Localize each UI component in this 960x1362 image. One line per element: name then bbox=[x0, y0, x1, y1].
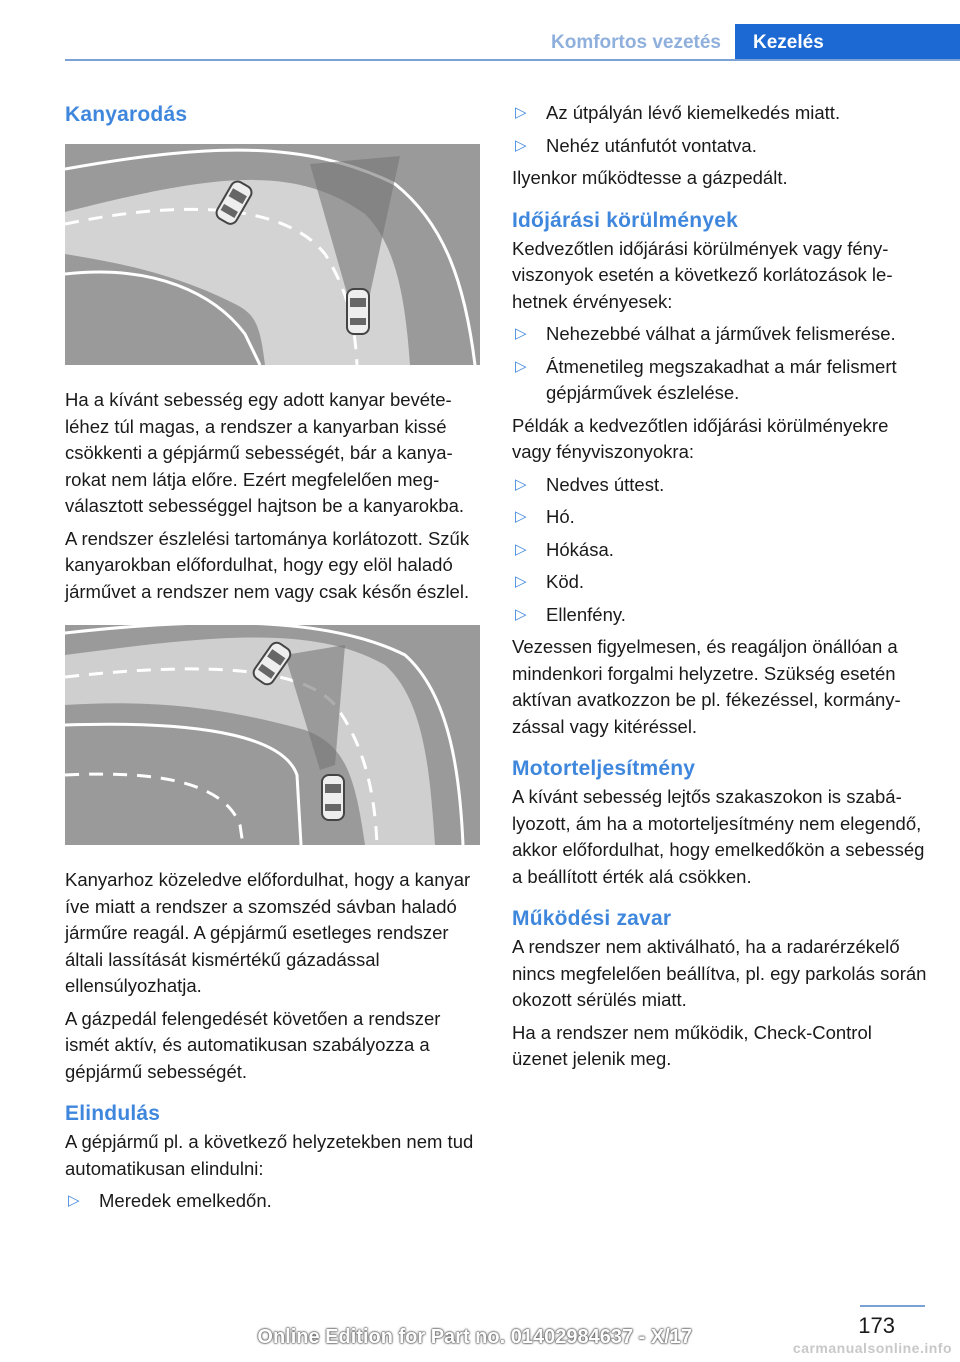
car-lower-icon bbox=[347, 289, 369, 334]
triangle-bullet-icon: ▷ bbox=[515, 136, 527, 154]
heading-mukodesi-zavar: Működési zavar bbox=[512, 907, 672, 930]
list-item: ▷ Meredek emelkedőn. bbox=[65, 1188, 480, 1215]
paragraph-2: A rendszer észlelési tartománya korlátozott. Szűk kanyarokban előfordulhat, hogy egy elöl haladó járművet a rendszer nem vagy csak későn észlel. bbox=[65, 527, 470, 602]
page-header bbox=[65, 24, 960, 61]
triangle-bullet-icon: ▷ bbox=[515, 573, 527, 590]
chapter-tab[interactable]: Kezelés bbox=[735, 24, 960, 61]
bullet-list-left bbox=[65, 1188, 480, 1215]
heading-motorteljesitmeny: Motorteljesítmény bbox=[512, 757, 696, 780]
triangle-bullet-icon: ▷ bbox=[515, 605, 527, 623]
edition-label: Online Edition for Part no. 01402984637 - X/17 bbox=[257, 1326, 692, 1348]
paragraph-r3: Példák a kedvezőtlen időjárási körülményekre vagy fényviszonyokra: bbox=[512, 414, 889, 462]
page-footer bbox=[0, 1305, 960, 1362]
page-number: 173 bbox=[858, 1313, 895, 1338]
triangle-bullet-icon: ▷ bbox=[515, 357, 527, 375]
triangle-bullet-icon: ▷ bbox=[515, 508, 527, 525]
heading-kanyarodas: Kanyarodás bbox=[65, 103, 188, 126]
curve-illustration-2 bbox=[65, 625, 480, 845]
footer-rule bbox=[860, 1305, 925, 1307]
paragraph-r6: A rendszer nem aktiválható, ha a radarérzékelő nincs megfelelően beállítva, pl. egy parkolás során okozott sérülés miatt. bbox=[512, 936, 927, 1010]
curve-illustration-1 bbox=[65, 144, 480, 365]
paragraph-4: A gázpedál felengedését követően a rendszer ismét aktív, és automatikusan szabályozza a gépjármű sebességét. bbox=[65, 1007, 441, 1082]
section-tab[interactable]: Komfortos vezetés bbox=[551, 32, 721, 53]
bullet-list-3 bbox=[512, 472, 927, 629]
left-column bbox=[65, 100, 480, 1221]
list-item: ▷ Nedves úttest. bbox=[512, 472, 927, 499]
triangle-bullet-icon: ▷ bbox=[515, 540, 527, 558]
paragraph-r1: Ilyenkor működtesse a gázpedált. bbox=[512, 167, 788, 188]
triangle-bullet-icon: ▷ bbox=[68, 1192, 80, 1209]
list-item: ▷ Hókása. bbox=[512, 537, 927, 564]
car-lower-icon-2 bbox=[322, 775, 344, 820]
list-item: ▷ Hó. bbox=[512, 504, 927, 531]
header-rule bbox=[65, 59, 960, 61]
list-item: ▷ Az útpályán lévő kiemelkedés miatt. bbox=[512, 100, 927, 127]
list-item: ▷ Nehéz utánfutót vontatva. bbox=[512, 133, 927, 160]
paragraph-r7: Ha a rendszer nem működik, Check-Control üzenet jelenik meg. bbox=[512, 1021, 872, 1069]
paragraph-3: Kanyarhoz közeledve előfordulhat, hogy a kanyar íve miatt a rendszer a szomszéd sávban haladó járműre reagál. A gépjármű esetleges rendszer általi lassítását kismértékű gázadással ellensúlyozhatja. bbox=[65, 869, 471, 996]
triangle-bullet-icon: ▷ bbox=[515, 475, 527, 493]
list-item: ▷ Átmenetileg megszakadhat a már felismert gépjárművek észlelése. bbox=[515, 355, 897, 403]
heading-idojarasi: Időjárási körülmények bbox=[512, 208, 738, 232]
triangle-bullet-icon: ▷ bbox=[515, 325, 527, 342]
paragraph-5: A gépjármű pl. a következő helyzetekben nem tud automatikusan elindulni: bbox=[65, 1131, 474, 1179]
list-item: ▷ Ellenfény. bbox=[512, 602, 927, 629]
heading-elindulas: Elindulás bbox=[65, 1102, 161, 1125]
bullet-list-1 bbox=[512, 100, 927, 159]
bullet-list-2 bbox=[512, 321, 927, 407]
list-item: ▷ Nehezebbé válhat a járművek felismerése. bbox=[512, 321, 927, 348]
paragraph-1: Ha a kívánt sebesség egy adott kanyar bevételéhez túl magas, a rendszer a kanyarban kissé csökkenti a gépjármű sebességét, bár a kanyarokat nem látja előre. Ezért megfelelően megválasztott sebességgel hajtson be a kanyarokba. bbox=[65, 389, 465, 516]
triangle-bullet-icon: ▷ bbox=[515, 104, 527, 121]
paragraph-r2: Kedvezőtlen időjárási körülmények vagy fényviszonyok esetén a következő korlátozások lehetnek érvényesek: bbox=[512, 237, 893, 312]
paragraph-r5: A kívánt sebesség lejtős szakaszokon is szabályozott, ám ha a motorteljesítmény nem elegendő, akkor előfordulhat, hogy emelkedőkön a sebesség a beállított érték alá csökken. bbox=[512, 786, 925, 887]
right-column bbox=[512, 100, 927, 1079]
list-item: ▷ Köd. bbox=[512, 569, 927, 596]
watermark: carmanualsonline.info bbox=[792, 1340, 952, 1356]
paragraph-r4: Vezessen figyelmesen, és reagáljon önállóan a mindenkori forgalmi helyzetre. Szükség esetén aktívan avatkozzon be pl. fékezéssel, kormányzással vagy kitéréssel. bbox=[512, 636, 901, 737]
